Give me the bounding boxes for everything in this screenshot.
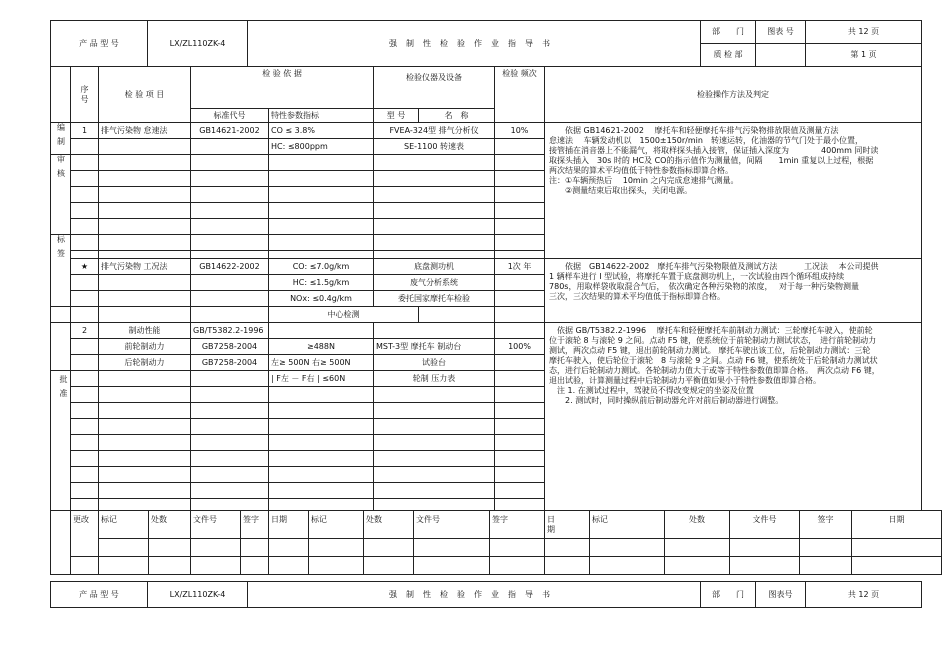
method2-line: 依据 GB14622-2002 摩托车排气污染物限值及测试方法 工况法 本公司提供 <box>549 262 879 271</box>
row1-seq: 1 <box>71 123 99 139</box>
method3-line: 退出试验，计算测量过程中后轮制动力平衡值如果小于特性参数值即算合格。 <box>549 376 822 385</box>
footer-model-label: 产 品 型 号 <box>51 582 148 608</box>
method2-line: 三次，三次结果的算术平均值低于指标即算合格。 <box>549 292 726 301</box>
method1-line: 怠速法 车辆发动机以 1500±150r/min 转速运转，化油器的节气门处于最小位置， <box>549 136 863 145</box>
col-basis: 检 验 依 据 <box>191 67 374 89</box>
row1-freq: 10% <box>495 123 545 139</box>
col-name: 名 称 <box>419 109 495 123</box>
row1-inst2: SE-1100 转速表 <box>374 139 495 155</box>
method2-line: 780s，用取样袋收取混合气后， 依次确定各种污染物的浓度， 对于每一种污染物测量 <box>549 282 859 291</box>
row5-inst: 试验台 <box>374 355 495 371</box>
row2-item: 排气污染物 工况法 <box>99 259 191 275</box>
row4-inst: MST-3型 摩托车 制动台 <box>374 339 495 355</box>
change-date-2: 日期 <box>545 511 590 539</box>
method1-line: ②测量结束后取出探头，关闭电源。 <box>549 186 693 195</box>
method3-line: 位于滚轮 8 与滚轮 9 之间。点动 F5 键，使系统位于前轮制动力测试状态， 进行前轮制动力 <box>549 336 877 345</box>
row4-std: GB7258-2004 <box>191 339 269 355</box>
change-sign-1: 签字 <box>241 511 269 539</box>
method-block-3 <box>545 323 922 511</box>
row3-std: GB/T5382.2-1996 <box>191 323 269 339</box>
footer-form-no-label: 图表号 <box>756 582 806 608</box>
row3-item: 制动性能 <box>99 323 191 339</box>
col-std-code: 标准代号 <box>191 109 269 123</box>
header-form-no-label: 图表 号 <box>756 21 806 44</box>
change-doc-2: 文件号 <box>414 511 490 539</box>
method3-line: 注 1. 在测试过程中，驾驶员不得改变规定的坐姿及位置 <box>549 386 754 395</box>
header-form-no-value <box>756 44 806 67</box>
change-doc-3: 文件号 <box>730 511 800 539</box>
change-date-3: 日期 <box>852 511 942 539</box>
method1-line: 注：①车辆预热后 10min 之内完成怠速排气测量。 <box>549 176 739 185</box>
header-table <box>50 20 922 67</box>
col-type: 型 号 <box>374 109 419 123</box>
col-method: 检验操作方法及判定 <box>545 67 922 123</box>
row2-freq: 1次 年 <box>495 259 545 275</box>
row5-param: 左≥ 500N 右≥ 500N <box>269 355 374 371</box>
method3-line: 态，进行后轮制动力测试。各轮制动力值大于或等于特性参数值即算合格。 两次点动 F6 键， <box>549 366 880 375</box>
method-block-1 <box>545 123 922 259</box>
method1-line: 接管插在消音器上不能漏气，将取样探头插入接管，保证插入深度为 400mm 同时读 <box>549 146 879 155</box>
change-doc-1: 文件号 <box>191 511 241 539</box>
change-sign-3: 签字 <box>800 511 852 539</box>
method3-line: 依据 GB/T5382.2-1996 摩托车和轻便摩托车前制动力测试：三轮摩托车驶入，使前轮 <box>549 326 873 335</box>
method1-line: 依据 GB14621-2002 摩托车和轻便摩托车排气污染物排放限值及测量方法 <box>549 126 839 135</box>
change-label: 更改 <box>71 511 99 557</box>
inspection-table <box>50 66 922 511</box>
side-label: 标签 <box>51 235 71 307</box>
row2-inst3: 委托国家摩托车检验 <box>374 291 495 307</box>
method3-line: 2. 测试时，同时操纵前后制动器允许对前后制动器进行调整。 <box>549 396 784 405</box>
footer-title: 强制性检验作业指导书 <box>248 582 701 608</box>
col-freq: 检验 频次 <box>495 67 545 123</box>
row2-param2: HC: ≤1.5g/km <box>269 275 374 291</box>
row1-param2: HC: ≤800ppm <box>269 139 374 155</box>
row1-inst1: FVEA-324型 排气分析仪 <box>374 123 495 139</box>
change-count-2: 处数 <box>364 511 414 539</box>
footer-dept-label: 部 门 <box>701 582 756 608</box>
row1-item: 排气污染物 怠速法 <box>99 123 191 139</box>
header-qc-dept: 质 检 部 <box>701 44 756 67</box>
row3-seq: 2 <box>71 323 99 339</box>
row4-param: ≥488N <box>269 339 374 355</box>
change-sign-2: 签字 <box>490 511 545 539</box>
row5-std: GB7258-2004 <box>191 355 269 371</box>
row2-inst2: 废气分析系统 <box>374 275 495 291</box>
row2-seq: ★ <box>71 259 99 275</box>
row2-inst1: 底盘测功机 <box>374 259 495 275</box>
col-item: 检 验 项 目 <box>99 67 191 123</box>
row2-inst4: 中心检测 <box>269 307 419 323</box>
row1-param1: CO ≤ 3.8% <box>269 123 374 139</box>
method1-line: 两次结果的算术平均值低于特性参数指标即算合格。 <box>549 166 734 175</box>
change-date-1: 日期 <box>269 511 309 539</box>
page-title: 强制性检验作业指导书 <box>248 21 701 67</box>
row2-param1: CO: ≤7.0g/km <box>269 259 374 275</box>
row1-std: GB14621-2002 <box>191 123 269 139</box>
method2-line: 1 辆样车进行 Ⅰ 型试验，将摩托车置于底盘测功机上，一次试验由四个循环组成持续 <box>549 272 845 281</box>
header-model-value: LX/ZL110ZK-4 <box>148 21 248 67</box>
method3-line: 测试，两次点动 F5 键，退出前轮制动力测试。 摩托车驶出该工位，后轮制动力测试：三轮 <box>549 346 871 355</box>
col-param: 特性参数指标 <box>269 109 374 123</box>
row2-param3: NOx: ≤0.4g/km <box>269 291 374 307</box>
footer-model-value: LX/ZL110ZK-4 <box>148 582 248 608</box>
method-block-2 <box>545 259 922 323</box>
row2-std: GB14622-2002 <box>191 259 269 275</box>
row6-param: | F左 － F右 | ≤60N <box>269 371 374 387</box>
method3-line: 摩托车驶入，使后轮位于滚轮 8 与滚轮 9 之间。点动 F6 键，使系统处于后轮制动力测试状 <box>549 356 878 365</box>
method1-line: 取探头插入 30s 时的 HC及 CO的指示值作为测量值，间隔 1min 重复以上过程，根据 <box>549 156 874 165</box>
header-model-label: 产 品 型 号 <box>51 21 148 67</box>
row5-item: 后轮制动力 <box>99 355 191 371</box>
side-approve: 批准 <box>51 371 71 511</box>
row6-inst: 轮制 压力表 <box>374 371 495 387</box>
side-compile: 编制 <box>51 123 71 155</box>
header-dept-label: 部 门 <box>701 21 756 44</box>
footer-total-pages: 共 12 页 <box>806 582 922 608</box>
row4-freq: 100% <box>495 339 545 355</box>
row4-item: 前轮制动力 <box>99 339 191 355</box>
change-mark-2: 标记 <box>309 511 364 539</box>
change-record-table <box>50 510 942 575</box>
col-seq: 序 号 <box>71 67 99 123</box>
footer-table <box>50 581 922 608</box>
change-mark-1: 标记 <box>99 511 149 539</box>
change-mark-3: 标记 <box>590 511 665 539</box>
col-instrument: 检验仪器及设备 <box>374 67 495 89</box>
side-review: 审核 <box>51 155 71 235</box>
change-count-1: 处数 <box>149 511 191 539</box>
side-blank <box>51 67 71 123</box>
header-total-pages: 共 12 页 <box>806 21 922 44</box>
change-count-3: 处数 <box>665 511 730 539</box>
header-page-no: 第 1 页 <box>806 44 922 67</box>
inspection-form <box>50 20 921 642</box>
